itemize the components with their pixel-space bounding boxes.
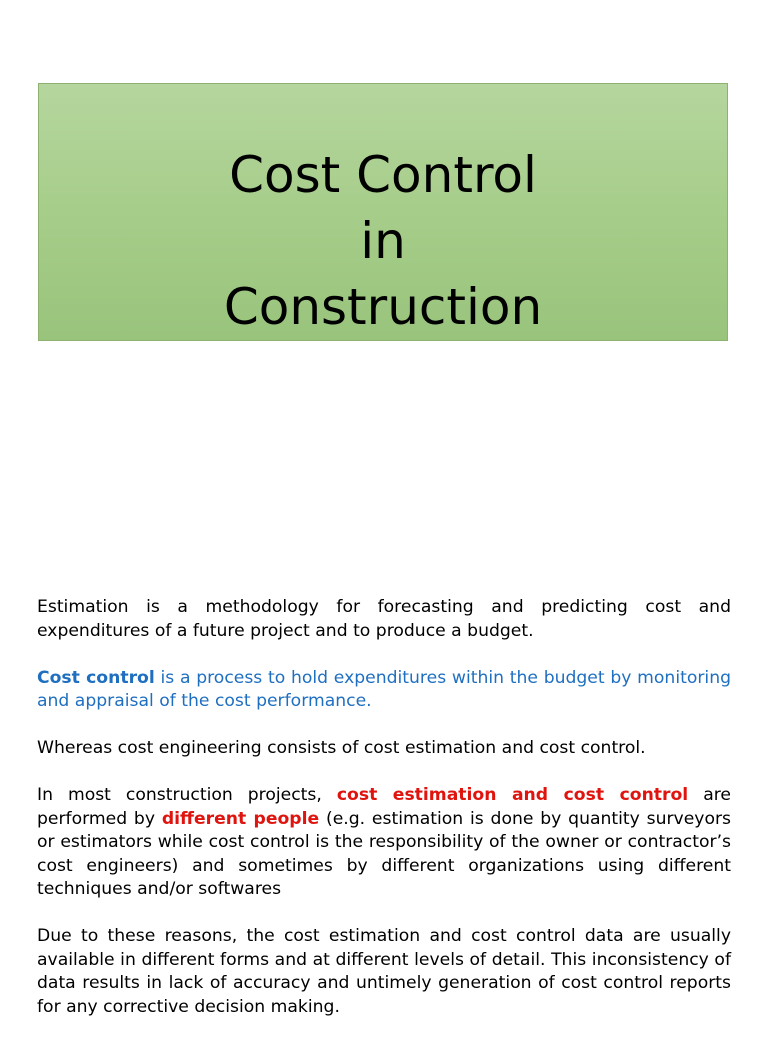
cost-control-term: Cost control: [37, 667, 155, 688]
projects-text-1: In most construction projects,: [37, 785, 337, 805]
cost-control-definition: is a process to hold expenditures within the budget by monitoring and appraisal of the cost performance.: [37, 667, 731, 711]
body-content: [37, 596, 731, 1043]
paragraph-construction-projects: [37, 784, 731, 902]
title-box: [38, 83, 728, 341]
paragraph-estimation: Estimation is a methodology for forecasting and predicting cost and expenditures of a future project and to produce a budget.: [37, 597, 731, 641]
title-line-2: in: [360, 212, 406, 270]
paragraph-reasons: Due to these reasons, the cost estimation and cost control data are usually available in different forms and at different levels of detail. This inconsistency of data results in lack of accuracy and untimely generation of cost control reports for any corrective decision making.: [37, 926, 731, 1017]
highlight-different-people: different people: [161, 808, 320, 829]
projects-text-2: are performed by: [37, 785, 731, 829]
highlight-cost-estimation-control: cost estimation and cost control: [336, 785, 689, 805]
paragraph-cost-engineering: Whereas cost engineering consists of cost estimation and cost control.: [37, 738, 646, 758]
paragraph-cost-control: [37, 667, 731, 714]
projects-text-3: (e.g. estimation is done by quantity surveyors or estimators while cost control is the responsibility of the owner or contractor’s cost engineers) and sometimes by different organizations using different techniques and/or softwares: [37, 808, 731, 899]
page-title: [39, 142, 727, 340]
title-line-3: Construction: [223, 278, 543, 336]
title-line-1: Cost Control: [229, 146, 537, 204]
